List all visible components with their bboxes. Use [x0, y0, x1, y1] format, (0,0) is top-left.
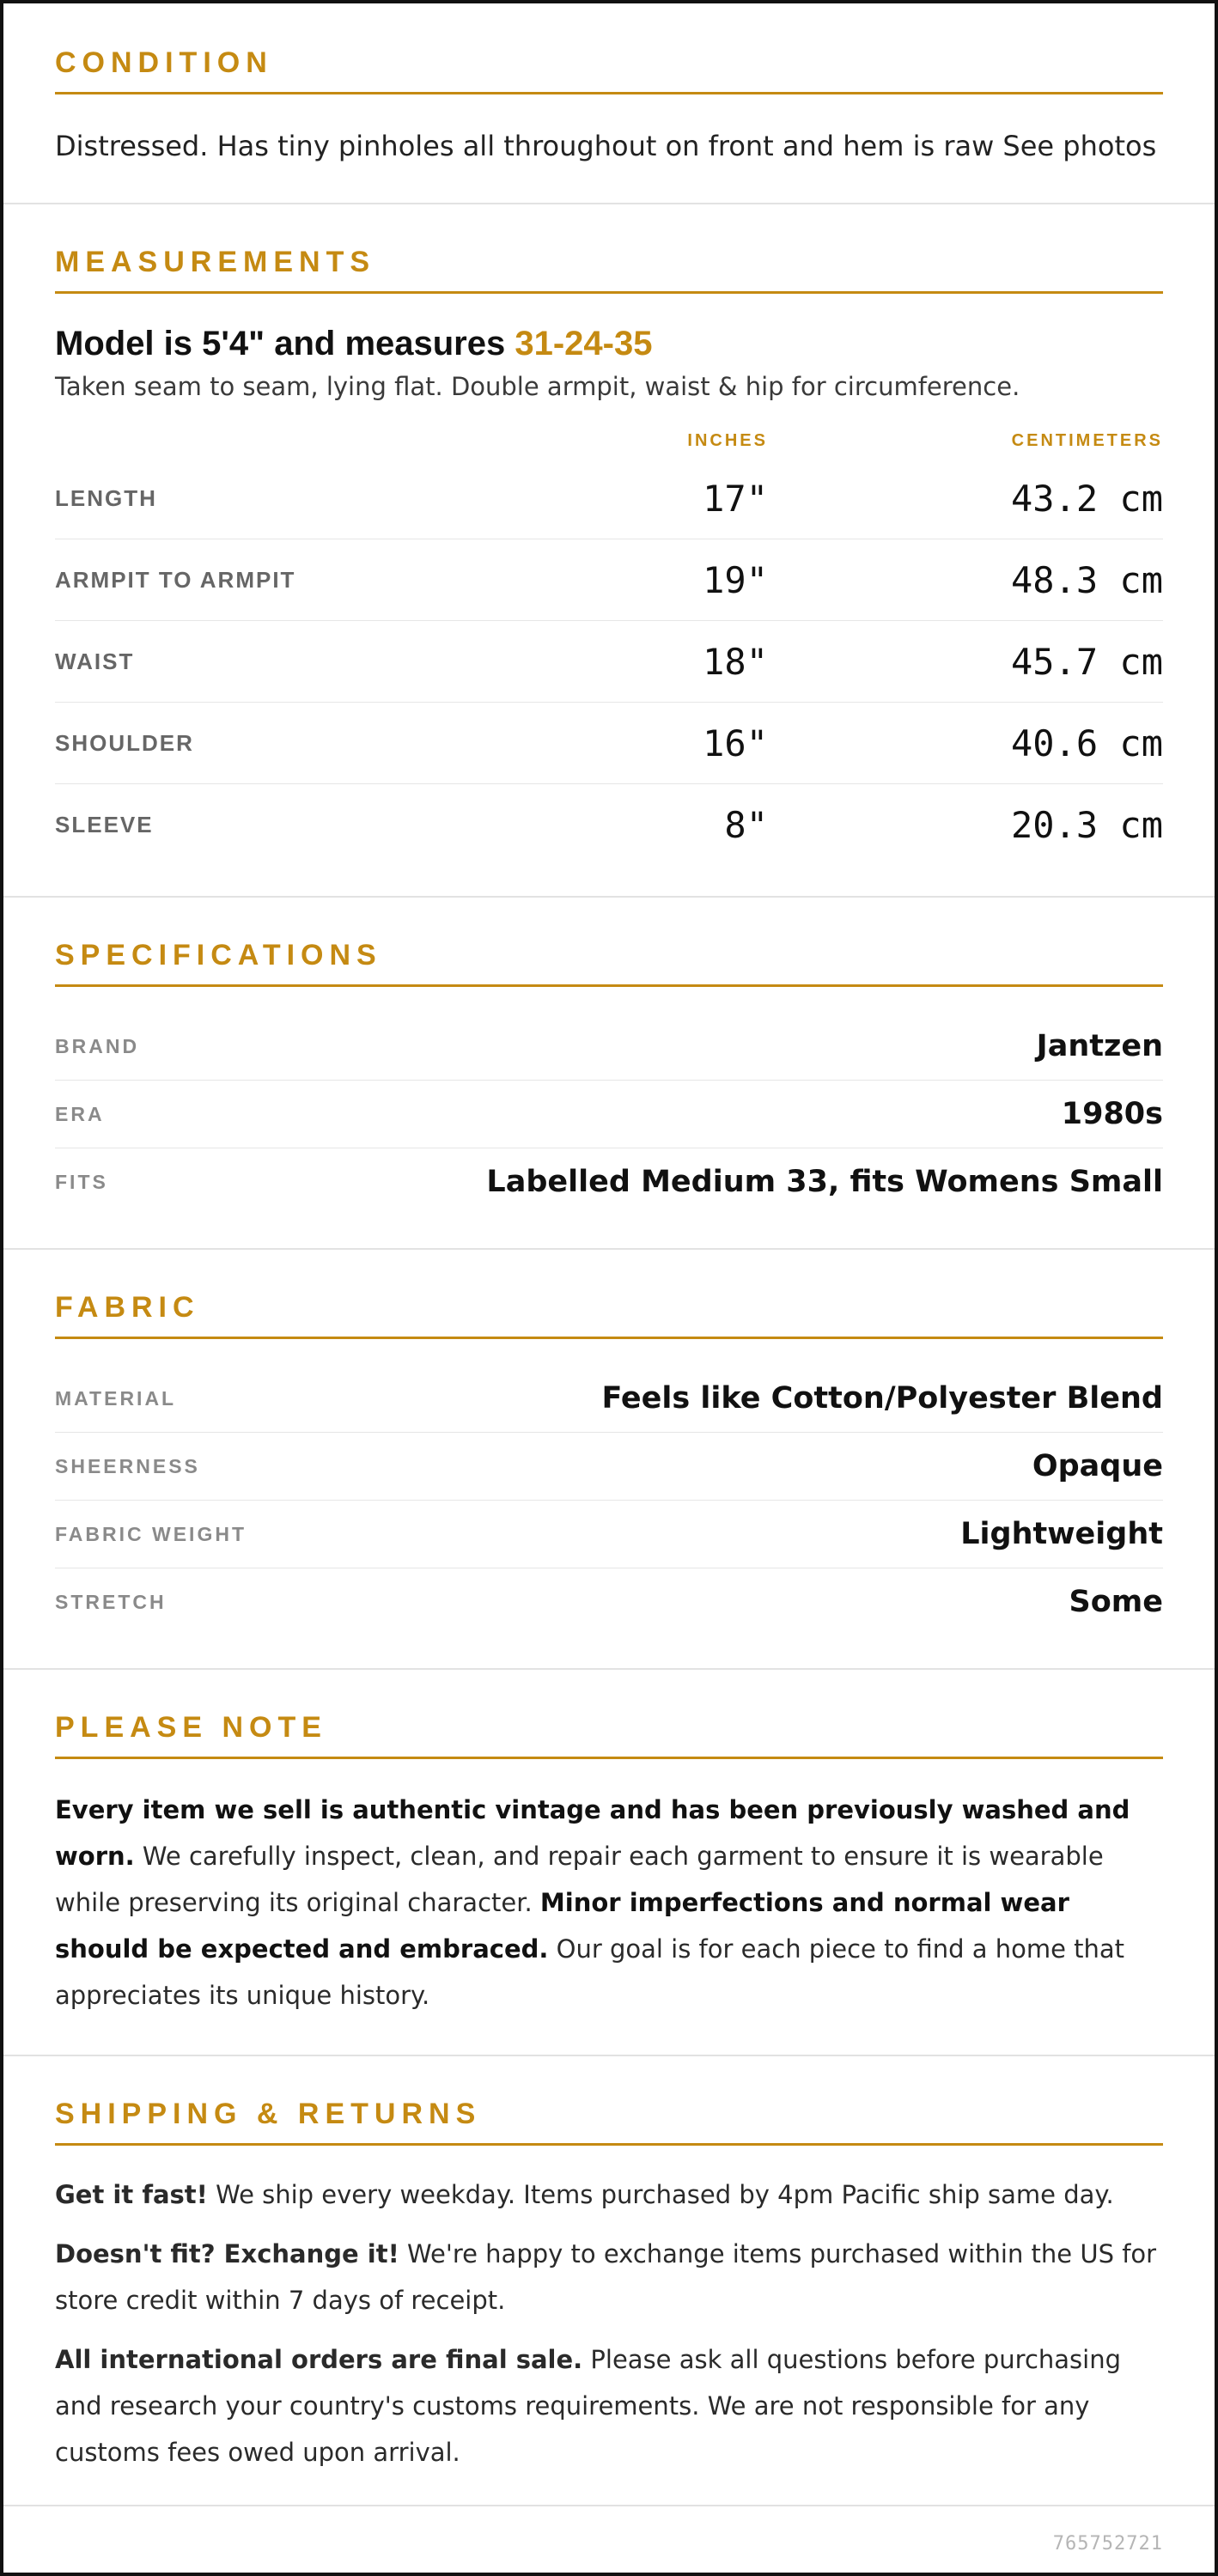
inches-column-header: INCHES: [687, 430, 768, 450]
model-prefix: Model is 5'4" and measures: [55, 325, 515, 362]
note-text-2: Our goal is for each piece to find a home that appreciates its unique history.: [55, 1934, 1125, 2010]
fabric-list: [55, 1365, 1163, 1635]
spec-label: ERA: [55, 1102, 105, 1125]
specifications-title: SPECIFICATIONS: [55, 939, 1163, 987]
specifications-list: [55, 1013, 1163, 1215]
table-row: [55, 621, 1163, 703]
fabric-label: MATERIAL: [55, 1386, 177, 1410]
fabric-title: FABRIC: [55, 1291, 1163, 1339]
measurement-cm: 40.6 cm: [1010, 722, 1163, 764]
measurement-label: ARMPIT TO ARMPIT: [55, 566, 296, 593]
list-item: [55, 1148, 1163, 1215]
authenticity-note: [55, 1787, 1163, 2019]
model-measurements-value: 31-24-35: [515, 325, 653, 362]
list-item: [55, 1081, 1163, 1148]
condition-text: Distressed. Has tiny pinholes all throughout on front and hem is raw See photos: [55, 130, 1157, 162]
note-bold-2: Minor imperfections and normal wear should be expected and embraced.: [55, 1888, 1069, 1964]
table-row: [55, 539, 1163, 621]
model-measurements-line: [55, 325, 1163, 363]
international-paragraph: [55, 2336, 1163, 2476]
measurements-section: [3, 204, 1215, 898]
exchange-paragraph: [55, 2231, 1163, 2323]
shipping-returns-section: [3, 2056, 1215, 2506]
list-item: [55, 1013, 1163, 1081]
measurement-cm: 45.7 cm: [1010, 640, 1163, 683]
spec-value: Jantzen: [1036, 1029, 1163, 1063]
table-row: [55, 458, 1163, 539]
condition-title: CONDITION: [55, 46, 1163, 94]
measurement-label: WAIST: [55, 648, 135, 674]
list-item: [55, 1568, 1163, 1635]
shipping-info: [55, 2171, 1163, 2476]
table-row: [55, 784, 1163, 865]
note-text-1: We carefully inspect, clean, and repair each garment to ensure it is wearable while preserving its original character.: [55, 1842, 1104, 1917]
spec-label: BRAND: [55, 1034, 140, 1057]
table-row: [55, 703, 1163, 784]
exchange-bold: Doesn't fit? Exchange it!: [55, 2239, 399, 2268]
measurement-inches: 17": [703, 477, 768, 520]
measurements-table: [55, 423, 1163, 865]
centimeters-column-header: CENTIMETERS: [1011, 430, 1163, 450]
fabric-label: SHEERNESS: [55, 1454, 200, 1477]
please-note-title: PLEASE NOTE: [55, 1711, 1163, 1759]
product-sku: 765752721: [1052, 2532, 1163, 2555]
specifications-section: [3, 898, 1215, 1250]
spec-label: FITS: [55, 1170, 108, 1193]
fabric-value: Lightweight: [960, 1517, 1163, 1551]
fabric-value: Some: [1069, 1585, 1163, 1619]
fabric-label: STRETCH: [55, 1590, 167, 1613]
measurement-inches: 16": [703, 722, 768, 764]
measurements-table-header: [55, 423, 1163, 458]
measurement-inches: 18": [703, 640, 768, 683]
measurement-label: SLEEVE: [55, 811, 154, 837]
measurement-method-note: Taken seam to seam, lying flat. Double armpit, waist & hip for circumference.: [55, 372, 1020, 401]
measurement-cm: 48.3 cm: [1010, 558, 1163, 601]
measurement-label: LENGTH: [55, 484, 157, 511]
measurement-cm: 43.2 cm: [1010, 477, 1163, 520]
footer: [3, 2506, 1215, 2576]
please-note-section: [3, 1670, 1215, 2056]
spec-value: 1980s: [1061, 1097, 1163, 1131]
note-bold-1: Every item we sell is authentic vintage and has been previously washed and worn.: [55, 1795, 1130, 1871]
spec-value: Labelled Medium 33, fits Womens Small: [486, 1165, 1163, 1199]
fabric-value: Opaque: [1032, 1449, 1163, 1483]
measurement-inches: 19": [703, 558, 768, 601]
fabric-label: FABRIC WEIGHT: [55, 1522, 247, 1545]
fabric-section: [3, 1250, 1215, 1670]
list-item: [55, 1501, 1163, 1568]
fabric-value: Feels like Cotton/Polyester Blend: [601, 1381, 1163, 1416]
shipping-fast-text: We ship every weekday. Items purchased by 4pm Pacific ship same day.: [207, 2180, 1114, 2209]
list-item: [55, 1433, 1163, 1501]
measurement-cm: 20.3 cm: [1010, 803, 1163, 846]
measurements-title: MEASUREMENTS: [55, 246, 1163, 294]
shipping-fast-bold: Get it fast!: [55, 2180, 208, 2209]
measurement-label: SHOULDER: [55, 729, 194, 756]
shipping-fast-paragraph: [55, 2171, 1163, 2218]
shipping-returns-title: SHIPPING & RETURNS: [55, 2098, 1163, 2146]
measurement-inches: 8": [724, 803, 768, 846]
condition-section: [3, 3, 1215, 204]
international-text: Please ask all questions before purchasing and research your country's customs requirements. We are not responsible for any customs fees owed upon arrival.: [55, 2345, 1122, 2467]
exchange-text: We're happy to exchange items purchased within the US for store credit within 7 days of receipt.: [55, 2239, 1157, 2315]
list-item: [55, 1365, 1163, 1433]
international-bold: All international orders are final sale.: [55, 2345, 583, 2374]
